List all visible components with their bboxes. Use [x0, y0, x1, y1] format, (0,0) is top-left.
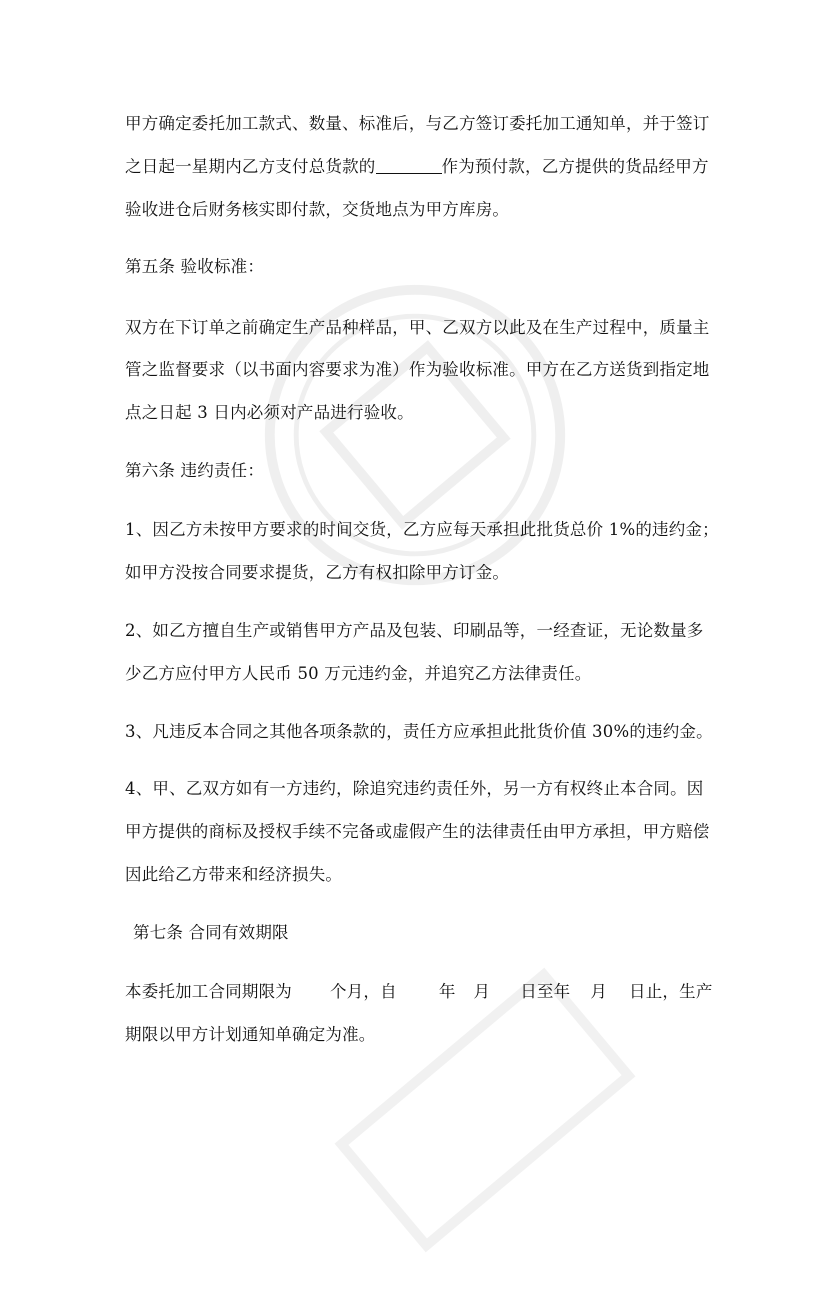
para3-line1	[125, 982, 713, 1002]
para1-line1: 甲方确定委托加工款式、数量、标准后，与乙方签订委托加工通知单，并于签订	[125, 114, 710, 133]
term-seg-3: 年	[438, 982, 456, 1001]
article5-heading: 第五条 验收标准：	[125, 257, 265, 276]
para2-line3: 点之日起 3 日内必须对产品进行验收。	[125, 403, 414, 422]
item2-line2: 少乙方应付甲方人民币 50 万元违约金，并追究乙方法律责任。	[125, 664, 592, 683]
para3-line2: 期限以甲方计划通知单确定为准。	[125, 1025, 376, 1044]
article7-heading: 第七条 合同有效期限	[133, 923, 289, 942]
term-seg-1: 本委托加工合同期限为	[125, 982, 292, 1001]
prepayment-blank	[376, 157, 442, 174]
para2-line1: 双方在下订单之前确定生产品种样品，甲、乙双方以此及在生产过程中，质量主	[125, 318, 710, 337]
para1-line3: 验收进仓后财务核实即付款，交货地点为甲方库房。	[125, 200, 510, 219]
term-seg-6: 月	[590, 982, 608, 1001]
item3-line1: 3、凡违反本合同之其他各项条款的，责任方应承担此批货价值 30%的违约金。	[125, 722, 713, 741]
item2-line1: 2、如乙方擅自生产或销售甲方产品及包装、印刷品等，一经查证，无论数量多	[125, 621, 704, 640]
term-seg-5: 日至年	[520, 982, 571, 1001]
term-seg-7: 日止，生产	[629, 982, 713, 1001]
para1-line2-a: 之日起一星期内乙方支付总货款的	[125, 157, 376, 176]
article6-heading: 第六条 违约责任：	[125, 461, 265, 480]
item4-line2: 甲方提供的商标及授权手续不完备或虚假产生的法律责任由甲方承担，甲方赔偿	[125, 822, 710, 841]
term-seg-2: 个月，自	[330, 982, 397, 1001]
item4-line1: 4、甲、乙双方如有一方违约，除追究违约责任外，另一方有权终止本合同。因	[125, 779, 704, 798]
para1-line2	[125, 157, 709, 177]
item1-line2: 如甲方没按合同要求提货，乙方有权扣除甲方订金。	[125, 563, 510, 582]
item4-line3: 因此给乙方带来和经济损失。	[125, 865, 343, 884]
term-seg-4: 月	[473, 982, 491, 1001]
para2-line2: 管之监督要求（以书面内容要求为准）作为验收标准。甲方在乙方送货到指定地	[125, 360, 710, 379]
para1-line2-b: 作为预付款，乙方提供的货品经甲方	[441, 157, 709, 176]
item1-line1: 1、因乙方未按甲方要求的时间交货，乙方应每天承担此批货总价 1%的违约金；	[125, 520, 719, 539]
